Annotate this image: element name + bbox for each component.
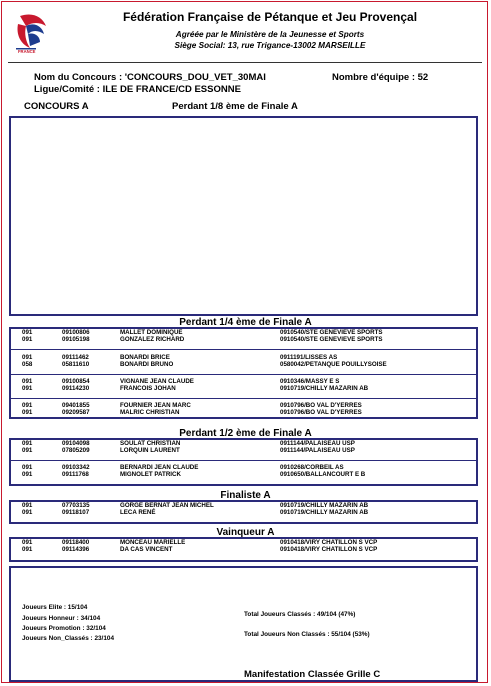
team-separator bbox=[11, 349, 476, 350]
player-license: 09111768 bbox=[62, 471, 89, 478]
federation-address: Siège Social: 13, rue Trigance-13002 MARSEILLE bbox=[174, 41, 366, 50]
stat-non-classes: Joueurs Non_Classés : 23/104 bbox=[22, 635, 114, 642]
player-name: GONZALEZ RICHARD bbox=[120, 336, 185, 343]
section-title-huitieme: Perdant 1/8 ème de Finale A bbox=[172, 101, 298, 112]
section-title-demi: Perdant 1/2 ème de Finale A bbox=[179, 428, 312, 439]
player-name: VIGNANE JEAN CLAUDE bbox=[120, 378, 194, 385]
player-license: 09105198 bbox=[62, 336, 90, 343]
player-name: BERNARDI JEAN CLAUDE bbox=[120, 464, 199, 471]
player-name: MIGNOLET PATRICK bbox=[120, 471, 181, 478]
player-name: FOURNIER JEAN MARC bbox=[120, 402, 191, 409]
logo-text: FRANCE bbox=[18, 49, 36, 54]
player-department: 091 bbox=[22, 502, 33, 509]
player-license: 09100854 bbox=[62, 378, 90, 385]
league-committee: Ligue/Comité : ILE DE FRANCE/CD ESSONNE bbox=[34, 84, 241, 95]
player-license: 07703135 bbox=[62, 502, 90, 509]
player-name: MONCEAU MARIELLE bbox=[120, 539, 186, 546]
player-club: 0910268/CORBEIL AS bbox=[280, 464, 344, 471]
player-department: 091 bbox=[22, 539, 33, 546]
player-department: 091 bbox=[22, 336, 33, 343]
player-license: 09114396 bbox=[62, 546, 90, 553]
player-license: 09103342 bbox=[62, 464, 90, 471]
player-club: 0910346/MASSY E S bbox=[280, 378, 340, 385]
team-separator bbox=[11, 398, 476, 399]
player-name: MALRIC CHRISTIAN bbox=[120, 409, 180, 416]
player-club: 0911191/LISSES AS bbox=[280, 354, 338, 361]
stat-total-classes: Total Joueurs Classés : 49/104 (47%) bbox=[244, 611, 356, 618]
player-department: 058 bbox=[22, 361, 33, 368]
player-department: 091 bbox=[22, 447, 33, 454]
player-name: BONARDI BRUNO bbox=[120, 361, 174, 368]
player-club: 0911144/PALAISEAU USP bbox=[280, 447, 355, 454]
player-club: 0910719/CHILLY MAZARIN AB bbox=[280, 502, 369, 509]
player-club: 0910796/BO VAL D'YERRES bbox=[280, 402, 362, 409]
federation-subtitle: Agréée par le Ministère de la Jeunesse et Sports bbox=[175, 30, 365, 39]
player-name: SOULAT CHRISTIAN bbox=[120, 440, 181, 447]
stat-honneur: Joueurs Honneur : 34/104 bbox=[22, 615, 101, 622]
concours-name: Nom du Concours : 'CONCOURS_DOU_VET_30MAI bbox=[34, 72, 266, 83]
player-name: MALLET DOMINIQUE bbox=[120, 329, 183, 336]
player-department: 091 bbox=[22, 471, 33, 478]
player-license: 05811610 bbox=[62, 361, 90, 368]
player-license: 07805209 bbox=[62, 447, 90, 454]
player-department: 091 bbox=[22, 354, 33, 361]
player-club: 0910796/BO VAL D'YERRES bbox=[280, 409, 362, 416]
player-club: 0910418/VIRY CHATILLON S VCP bbox=[280, 539, 378, 546]
rooster-logo-icon bbox=[10, 10, 54, 54]
stat-promotion: Joueurs Promotion : 32/104 bbox=[22, 625, 106, 632]
player-department: 091 bbox=[22, 464, 33, 471]
player-club: 0910540/STE GENEVIEVE SPORTS bbox=[280, 329, 383, 336]
player-department: 091 bbox=[22, 378, 33, 385]
section-title-vainqueur: Vainqueur A bbox=[216, 527, 275, 538]
player-license: 09111462 bbox=[62, 354, 89, 361]
player-name: BONARDI BRICE bbox=[120, 354, 170, 361]
team-separator bbox=[11, 460, 476, 461]
player-name: DA CAS VINCENT bbox=[120, 546, 173, 553]
player-license: 09100806 bbox=[62, 329, 90, 336]
concours-label: CONCOURS A bbox=[24, 101, 89, 112]
player-license: 09209587 bbox=[62, 409, 90, 416]
stat-total-non-classes: Total Joueurs Non Classés : 55/104 (53%) bbox=[244, 631, 370, 638]
player-club: 0910650/BALLANCOURT E B bbox=[280, 471, 366, 478]
statistics-box bbox=[9, 566, 478, 682]
player-department: 091 bbox=[22, 546, 33, 553]
player-license: 09401855 bbox=[62, 402, 90, 409]
player-club: 0911144/PALAISEAU USP bbox=[280, 440, 355, 447]
player-license: 09104098 bbox=[62, 440, 90, 447]
team-separator bbox=[11, 374, 476, 375]
federation-title: Fédération Française de Pétanque et Jeu Provençal bbox=[122, 10, 418, 24]
player-name: LECA RENÉ bbox=[120, 509, 156, 516]
player-name: LORQUIN LAURENT bbox=[120, 447, 180, 454]
player-club: 0910719/CHILLY MAZARIN AB bbox=[280, 509, 369, 516]
huitieme-finale-box bbox=[9, 116, 478, 316]
ffpjp-logo bbox=[10, 10, 54, 54]
player-club: 0910719/CHILLY MAZARIN AB bbox=[280, 385, 369, 392]
player-license: 09114230 bbox=[62, 385, 90, 392]
player-department: 091 bbox=[22, 385, 33, 392]
player-department: 091 bbox=[22, 440, 33, 447]
section-title-quart: Perdant 1/4 ème de Finale A bbox=[179, 317, 312, 328]
player-license: 09118107 bbox=[62, 509, 90, 516]
player-name: GORGE BERNAT JEAN MICHEL bbox=[120, 502, 214, 509]
team-count: Nombre d'équipe : 52 bbox=[332, 72, 429, 83]
player-department: 091 bbox=[22, 329, 33, 336]
manifestation-grille: Manifestation Classée Grille C bbox=[244, 669, 381, 680]
player-license: 09118400 bbox=[62, 539, 90, 546]
header-divider bbox=[8, 62, 482, 63]
stat-elite: Joueurs Elite : 15/104 bbox=[22, 604, 88, 611]
player-club: 0580042/PETANQUE POUILLYSOISE bbox=[280, 361, 387, 368]
section-title-finaliste: Finaliste A bbox=[220, 490, 271, 501]
player-department: 091 bbox=[22, 409, 33, 416]
player-club: 0910540/STE GENEVIEVE SPORTS bbox=[280, 336, 383, 343]
player-department: 091 bbox=[22, 509, 33, 516]
player-club: 0910418/VIRY CHATILLON S VCP bbox=[280, 546, 378, 553]
player-department: 091 bbox=[22, 402, 33, 409]
player-name: FRANCOIS JOHAN bbox=[120, 385, 176, 392]
